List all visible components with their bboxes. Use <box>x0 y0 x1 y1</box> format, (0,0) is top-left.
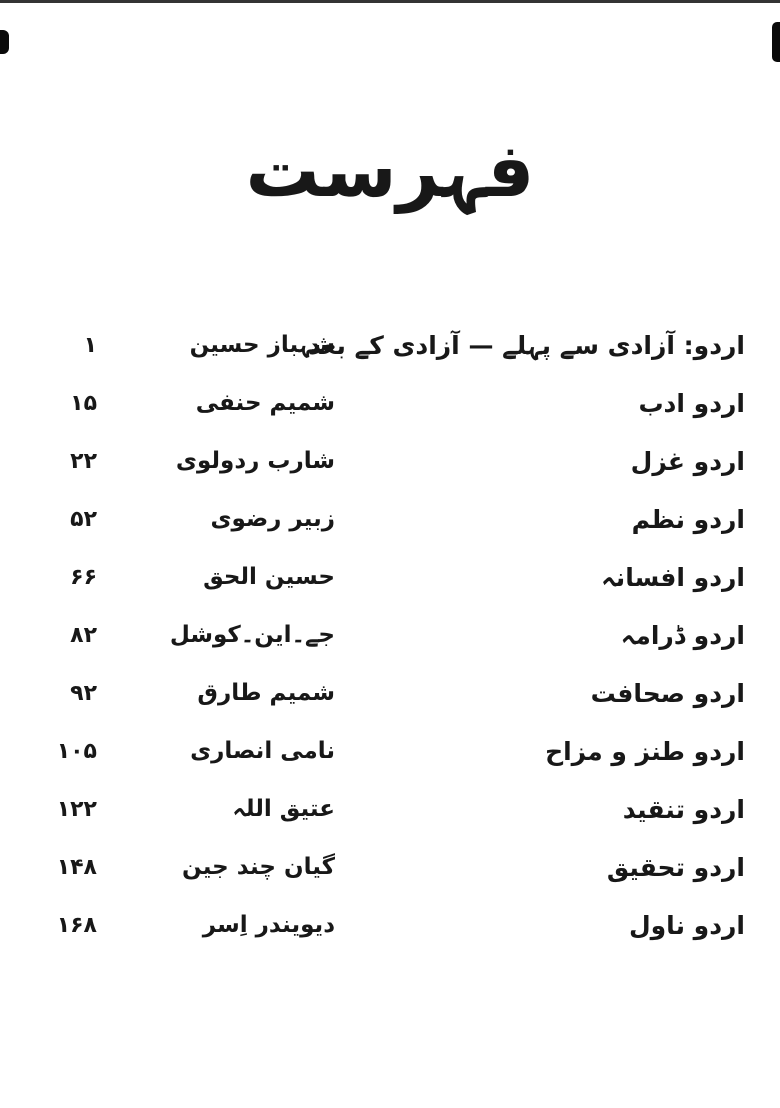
page-number: ۱۲۲ <box>56 796 97 822</box>
chapter-title: اردو نظم <box>631 504 745 534</box>
toc-row <box>45 606 745 664</box>
author-name: شارب ردولوی <box>175 448 335 474</box>
toc-row <box>45 780 745 838</box>
page-number: ۱۵ <box>70 390 97 416</box>
author-name: نامی انصاری <box>190 738 335 764</box>
page-number: ۱۴۸ <box>56 854 97 880</box>
toc-row <box>45 316 745 374</box>
page-number: ۱۶۸ <box>56 912 97 938</box>
toc-list <box>45 316 745 954</box>
toc-row <box>45 664 745 722</box>
toc-row <box>45 896 745 954</box>
toc-row <box>45 490 745 548</box>
author-name: حسین الحق <box>203 564 335 590</box>
page-number: ۱ <box>83 332 97 358</box>
chapter-title: اردو افسانہ <box>601 562 745 592</box>
page-number: ۹۲ <box>70 680 97 706</box>
page-number: ۶۶ <box>70 564 97 590</box>
page-number: ۲۲ <box>70 448 97 474</box>
page-number: ۱۰۵ <box>56 738 97 764</box>
page-number: ۸۲ <box>70 622 97 648</box>
chapter-title: اردو غزل <box>630 446 745 476</box>
author-name: شہباز حسین <box>189 332 335 358</box>
scan-artifact-right-corner <box>772 22 780 62</box>
author-name: دیویندر اِسر <box>202 912 335 938</box>
chapter-title: اردو: آزادی سے پہلے — آزادی کے بعد <box>307 330 745 360</box>
toc-row <box>45 432 745 490</box>
contents-page-title: فہرست <box>245 128 535 214</box>
author-name: شمیم طارق <box>197 680 335 706</box>
scan-artifact-top-edge <box>0 0 780 3</box>
author-name: زبیر رضوی <box>210 506 335 532</box>
scan-artifact-left-corner <box>0 30 9 54</box>
author-name: عتیق اللہ <box>232 796 335 822</box>
chapter-title: اردو طنز و مزاح <box>545 736 745 766</box>
toc-row <box>45 838 745 896</box>
chapter-title: اردو ادب <box>638 388 745 418</box>
chapter-title: اردو ناول <box>628 910 745 940</box>
author-name: جے۔این۔کوشل <box>169 622 335 648</box>
chapter-title: اردو تحقیق <box>606 852 745 882</box>
chapter-title: اردو ڈرامہ <box>620 620 745 650</box>
author-name: شمیم حنفی <box>195 390 335 416</box>
author-name: گیان چند جین <box>182 854 335 880</box>
toc-row <box>45 374 745 432</box>
chapter-title: اردو تنقید <box>622 794 745 824</box>
toc-row <box>45 548 745 606</box>
toc-row <box>45 722 745 780</box>
page-number: ۵۲ <box>70 506 97 532</box>
chapter-title: اردو صحافت <box>590 678 745 708</box>
